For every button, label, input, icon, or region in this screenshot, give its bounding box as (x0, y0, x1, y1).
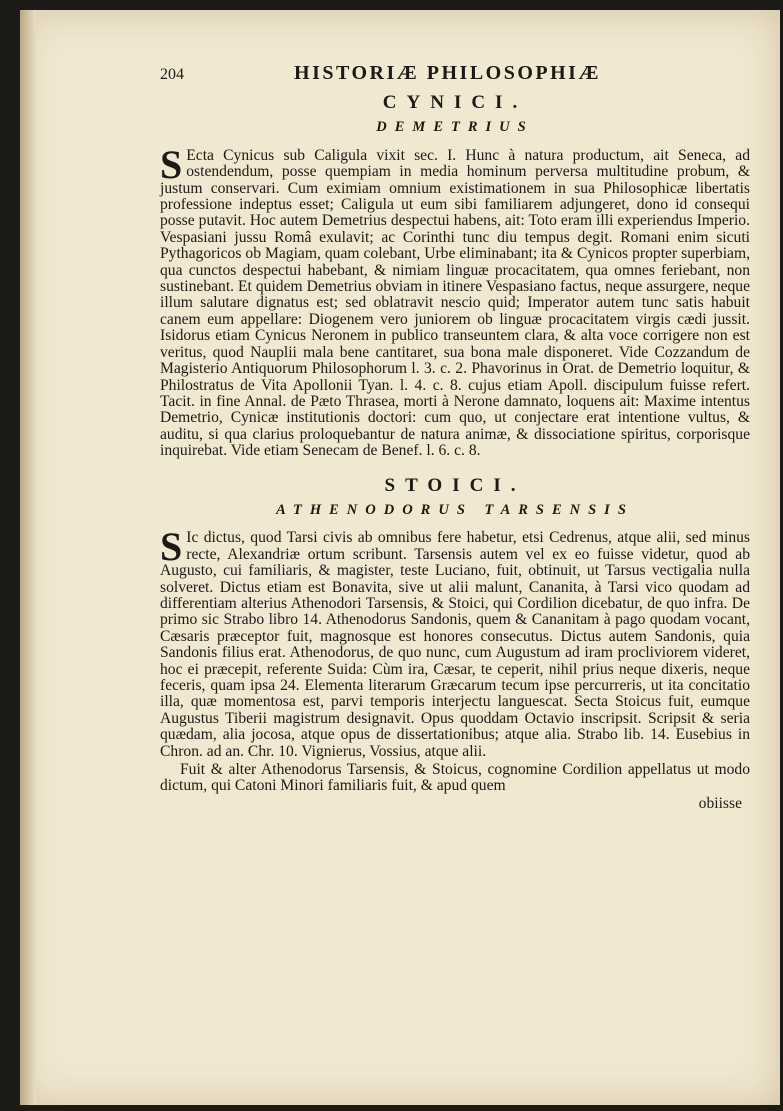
page-gutter (20, 10, 36, 1105)
running-title: HISTORIÆ PHILOSOPHIÆ (294, 62, 601, 84)
catchword: obiisse (698, 794, 742, 812)
person-heading-athenodorus: ATHENODORUS TARSENSIS (276, 501, 634, 518)
book-page (20, 10, 780, 1105)
drop-cap: S (160, 141, 183, 187)
paragraph-demetrius (160, 141, 750, 460)
paragraph-text: Fuit & alter Athenodorus Tarsensis, & Stoicus, cognomine Cordilion appellatus ut modo dictum, qui Catoni Minori familiaris fuit, & apud quem (160, 761, 750, 795)
paragraph-cordilion (160, 762, 750, 795)
running-head (160, 62, 750, 91)
drop-cap: S (160, 524, 183, 570)
section-heading-cynici: CYNICI. (382, 92, 528, 113)
page-number: 204 (160, 66, 184, 83)
paragraph-text: Ecta Cynicus sub Caligula vixit sec. I. Hunc à natura productum, ait Seneca, ad ostendendum, posse quempiam in media hominum perversa multitudine probum, & justum conservari. Cum eximiam omnium existimationem in sua Philosophicæ libertatis professione indeptus esset; Caligula ut eum sibi familiarem adjungeret, dono id consequi posse putavit. Hoc autem Demetrius despectui habens, ait: Toto eram illi experiendus Imperio. Vespasiani jussu Româ exulavit; ac Corinthi tunc diu tempus degit. Romani enim sicuti Pythagoricos ob Magiam, quam colebant, Urbe eliminabant; ita & Cynicos propter superbiam, qua cunctos despectui habebant, & nimiam linguæ procacitatem, qua omnes feriebant, non sustinebant. Et quidem Demetrius obviam in itinere Vespasiano factus, neque assurgere, neque illum salutare dignatus est; sed oblatravit nescio quid; Imperator autem tunc satis habuit canem eum appellare: Diogenem vero juniorem ob linguæ procacitatem virgis cædi jussit. Isidorus etiam Cynicus Neronem in publico transeuntem clara, & alta voce corrigere non est veritus, quod Nauplii mala bene cantitaret, sua bona male disponeret. Vide Cozzandum de Magisterio Antiquorum Philosophorum l. 3. c. 2. Phavorinus in Orat. de Demetrio loquitur, & Philostratus de Vita Apollonii Tyan. l. 4. c. 8. cujus etiam Apoll. discipulum fuisse refert. Tacit. in fine Annal. de Pæto Thrasea, morti à Nerone damnato, loquens ait: Maxime intentus Demetrio, Cynicæ institutionis doctori: cum quo, ut conjectare erat intentione vultus, & auditu, si qua clarius proloquebantur de natura animæ, & dissociatione spiritus, corporisque inquirebat. Vide etiam Senecam de Benef. l. 6. c. 8. (160, 146, 750, 460)
page-content (160, 62, 750, 812)
section-heading-stoici: STOICI. (384, 474, 526, 496)
person-heading-demetrius: DEMETRIUS (376, 119, 534, 136)
paragraph-text: Ic dictus, quod Tarsi civis ab omnibus fere habetur, etsi Cedrenus, atque alii, sed minus recte, Alexandriæ ortum scribunt. Tarsensis autem vel ex eo fuisse videtur, quod ab Augusto, cui familiaris, & magister, teste Luciano, fuit, obtinuit, ut Tarsus vectigalia nulla solveret. Dictus etiam est Bonavita, sive ut alii malunt, Cananita, à Tarsi vico quodam ad differentiam alterius Athenodori Tarsensis, & Stoici, qui Cordilion dicebatur, de quo infra. De primo sic Strabo libro 14. Athenodorus Sandonis, quem & Cananitam à pago quodam vocant, Cæsaris præceptor fuit, magnosque est honores consecutus. Dictus autem Sandonis, quia Sandonis filius erat. Athenodorus, de quo nunc, cum Augustum ad iram procliviorem videret, hoc ei præcepit, referente Suida: Cùm ira, Cæsar, te ceperit, nihil prius neque dixeris, neque feceris, quam ipsa 24. Elementa literarum Græcarum tecum ipse percurreris, ut ita concitatio illa, quæ momentosa est, parvi temporis interjectu languescat. Secta Stoicus fuit, eumque Augustus Tiberii magistrum designavit. Opus quoddam Octavio inscripsit. Scripsit & seria quædam, alia jocosa, atque opus de dissertationibus; atque alia. Strabo lib. 14. Eusebius in Chron. ad an. Chr. 10. Vignierus, Vossius, atque alii. (160, 529, 750, 760)
paragraph-athenodorus (160, 524, 750, 760)
